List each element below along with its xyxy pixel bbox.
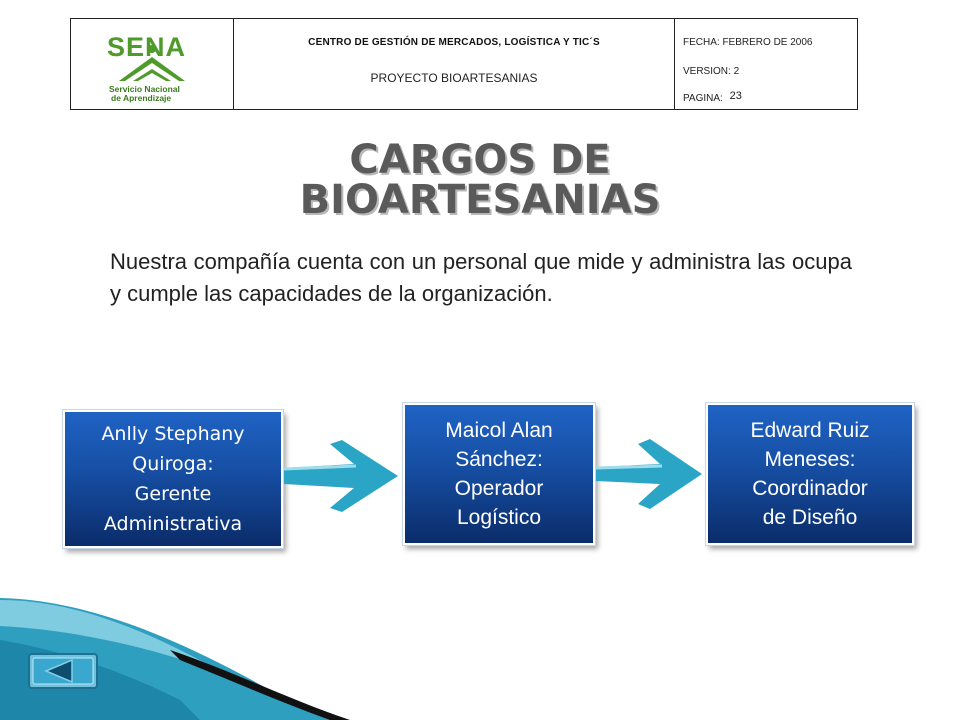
intro-paragraph: Nuestra compañía cuenta con un personal que mide y administra las ocupa y cumple las capacidades de la organización. (110, 249, 852, 306)
flow-box-line: Maicol Alan (445, 419, 553, 442)
version-label: VERSION: 2 (683, 66, 740, 77)
header-project-name: PROYECTO BIOARTESANIAS (370, 71, 538, 85)
flow-box-line: Anlly Stephany (101, 423, 245, 445)
page-title-line2: BIOARTESANIAS (299, 177, 661, 223)
back-arrow-icon (28, 653, 98, 689)
flow-box-line: Logístico (456, 506, 542, 529)
logo-subtitle-line1: Servicio Nacional (109, 84, 180, 94)
pagina-value: 23 (729, 90, 742, 102)
fecha-label: FECHA: FEBRERO DE 2006 (683, 37, 813, 48)
flow-box-line: Gerente (134, 483, 212, 505)
logo-word: SENA (107, 32, 187, 62)
page-title-line1: CARGOS DE (349, 137, 611, 183)
flow-box-line: Administrativa (103, 513, 243, 535)
flow-box-line: Sánchez: (455, 448, 543, 471)
header-center-title: CENTRO DE GESTIÓN DE MERCADOS, LOGÍSTICA Y TIC´S (308, 37, 600, 48)
flow-box-line: Quiroga: (132, 453, 214, 475)
flow-box-line: de Diseño (762, 506, 858, 529)
flow-box-line: Meneses: (764, 448, 856, 471)
back-button[interactable] (28, 653, 98, 689)
logo-subtitle-line2: de Aprendizaje (111, 93, 172, 103)
pagina-label: PAGINA: (683, 93, 723, 104)
flow-box-line: Coordinador (752, 477, 868, 500)
flow-box-line: Operador (454, 477, 544, 500)
flow-box-line: Edward Ruiz (750, 419, 870, 442)
